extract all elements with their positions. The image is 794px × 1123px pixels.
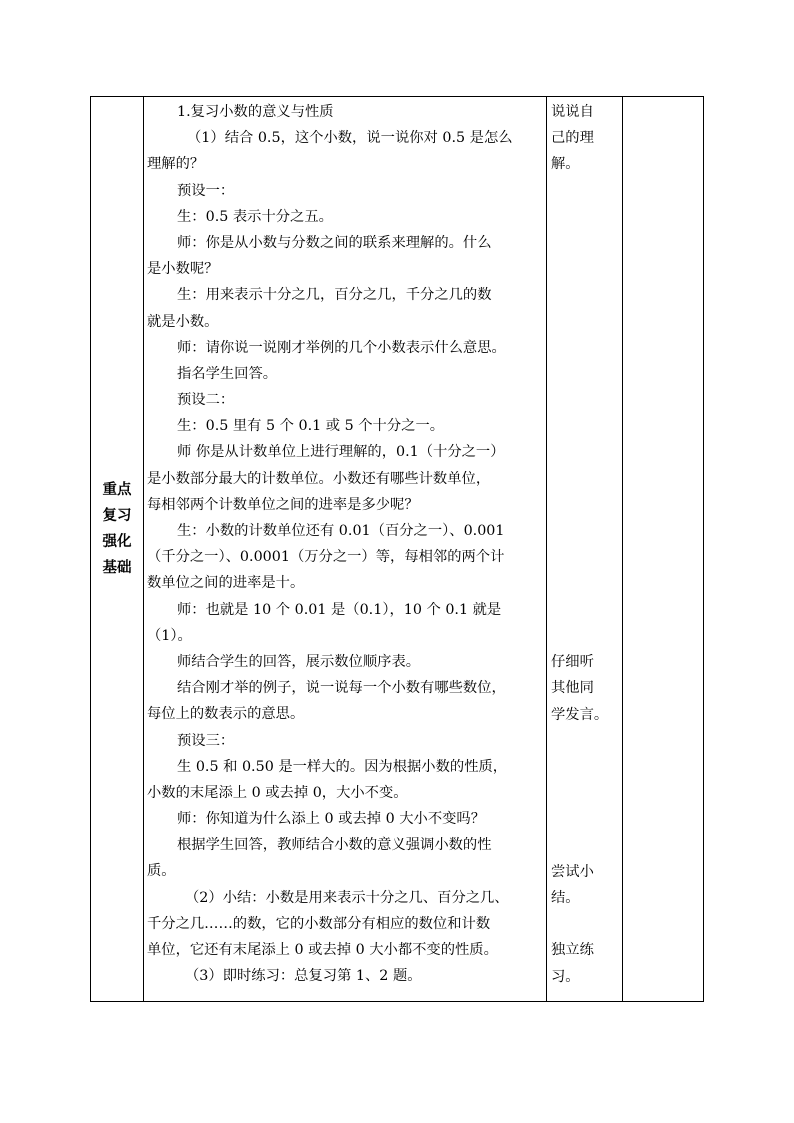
process-line: 师 你是从计数单位上进行理解的，0.1（十分之一） — [177, 444, 505, 461]
process-line: 指名学生回答。 — [177, 365, 278, 382]
activity-line: 说说自 — [551, 104, 594, 120]
column-divider-3 — [622, 97, 623, 1001]
process-line: 生 0.5 和 0.50 是一样大的。因为根据小数的性质， — [177, 758, 508, 775]
process-line: 就是小数。 — [147, 313, 219, 330]
process-line: 是小数部分最大的计数单位。小数还有哪些计数单位， — [147, 470, 491, 487]
activity-line: 独立练 — [551, 942, 594, 959]
process-line: 小数的末尾添上 0 或去掉 0，大小不变。 — [147, 784, 408, 801]
process-line: 师：你知道为什么添上 0 或去掉 0 大小不变吗？ — [177, 811, 486, 828]
process-line: 师：你是从小数与分数之间的联系来理解的。什么 — [177, 234, 492, 251]
process-line: 生：0.5 里有 5 个 0.1 或 5 个十分之一。 — [177, 418, 445, 435]
process-line: 质。 — [147, 863, 176, 880]
activity-line: 其他同 — [551, 680, 594, 697]
process-line: 是小数呢？ — [147, 261, 219, 278]
activity-note — [551, 937, 619, 989]
process-line: 1.复习小数的意义与性质 — [177, 104, 334, 120]
activity-line: 尝试小 — [551, 863, 594, 880]
process-line: 预设一： — [177, 182, 235, 199]
column-divider-2 — [546, 97, 547, 1001]
section-label-line: 重点 — [102, 481, 132, 498]
activity-line: 解。 — [551, 156, 580, 173]
process-line: 每位上的数表示的意思。 — [147, 706, 305, 723]
process-line: （千分之一）、0.0001（万分之一）等，每相邻的两个计 — [147, 549, 505, 566]
process-line: 数单位之间的进率是十。 — [147, 575, 305, 592]
process-line: （2）小结：小数是用来表示十分之几、百分之几、 — [185, 889, 509, 906]
activity-line: 仔细听 — [551, 654, 594, 671]
process-line: 师：也就是 10 个 0.01 是（0.1），10 个 0.1 就是 — [177, 601, 502, 618]
process-line: 生：小数的计数单位还有 0.01（百分之一）、0.001 — [177, 523, 505, 539]
process-line: 师：请你说一说刚才举例的几个小数表示什么意思。 — [177, 339, 506, 356]
activity-line: 己的理 — [551, 130, 594, 147]
activity-line: 结。 — [551, 889, 580, 906]
process-line: （3）即时练习：总复习第 1、2 题。 — [185, 968, 422, 985]
section-label-line: 强化 — [102, 533, 132, 550]
process-line: （1）。 — [147, 627, 192, 644]
process-line: 生：0.5 表示十分之五。 — [177, 208, 333, 225]
lesson-table — [90, 96, 704, 1002]
section-label — [91, 477, 143, 581]
process-line: 生：用来表示十分之几，百分之几，千分之几的数 — [177, 287, 492, 304]
activity-note — [551, 859, 619, 911]
section-label-line: 复习 — [102, 507, 132, 524]
activity-note — [551, 99, 619, 178]
process-line: 预设二： — [177, 392, 235, 409]
process-line: （1）结合 0.5，这个小数，说一说你对 0.5 是怎么 — [187, 130, 513, 147]
process-line: 理解的？ — [147, 156, 205, 173]
teaching-process — [147, 99, 543, 989]
process-line: 师结合学生的回答，展示数位顺序表。 — [177, 653, 421, 670]
section-label-line: 基础 — [102, 559, 132, 576]
process-line: 预设三： — [177, 732, 235, 749]
activity-line: 学发言。 — [551, 706, 609, 723]
activity-line: 习。 — [551, 968, 580, 985]
process-line: 每相邻两个计数单位之间的进率是多少呢？ — [147, 496, 419, 513]
activity-note — [551, 649, 619, 728]
process-line: 千分之几……的数，它的小数部分有相应的数位和计数 — [147, 915, 491, 932]
process-line: 根据学生回答，教师结合小数的意义强调小数的性 — [177, 837, 492, 854]
column-divider-1 — [143, 97, 144, 1001]
process-line: 单位，它还有末尾添上 0 或去掉 0 大小都不变的性质。 — [147, 942, 498, 958]
process-line: 结合刚才举的例子，说一说每一个小数有哪些数位， — [177, 680, 506, 697]
